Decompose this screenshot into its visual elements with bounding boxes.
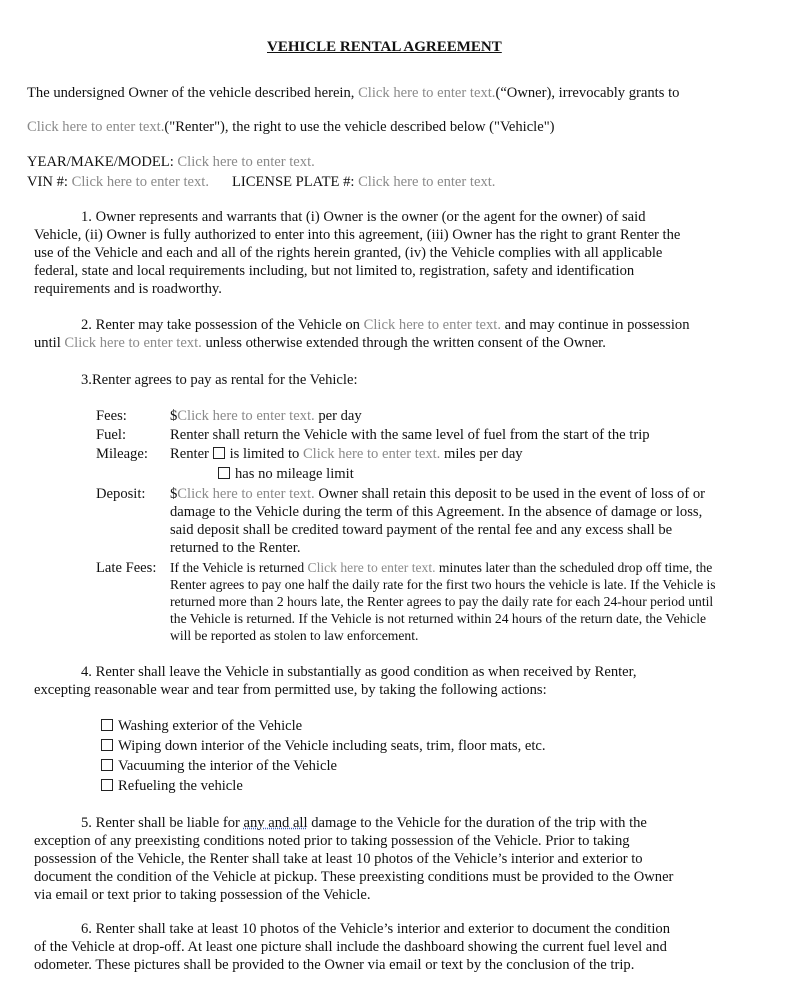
s1-line: Vehicle, (ii) Owner is fully authorized to enter into this agreement, (iii) Owner has the right to grant Renter the — [34, 227, 681, 243]
deposit-label: Deposit: — [96, 486, 146, 502]
s4-line-2: excepting reasonable wear and tear from permitted use, by taking the following actions: — [34, 682, 547, 698]
vacuuming-checkbox[interactable] — [101, 759, 113, 771]
mileage-label: Mileage: — [96, 446, 148, 462]
s5-underlined-text: any and all — [243, 815, 308, 831]
vin-line — [27, 173, 209, 191]
fuel-label: Fuel: — [96, 427, 126, 443]
late-line-1 — [170, 559, 712, 576]
mileage-none-line — [218, 465, 354, 483]
late-minutes-field[interactable]: Click here to enter text. — [307, 560, 436, 575]
action-item-vacuuming — [101, 757, 337, 775]
s5-line-2: exception of any preexisting conditions noted prior to taking possession of the Vehicle. Prior to taking — [34, 833, 630, 849]
action-label: Washing exterior of the Vehicle — [118, 718, 303, 734]
ymm-line — [27, 153, 315, 171]
deposit-line-2: damage to the Vehicle during the term of this Agreement. In the absence of damage or loss, — [170, 504, 703, 520]
s1-line: requirements and is roadworthy. — [34, 281, 222, 297]
s5-text: damage to the Vehicle for the duration of the trip with the — [311, 815, 647, 831]
action-label: Wiping down interior of the Vehicle including seats, trim, floor mats, etc. — [118, 738, 546, 754]
deposit-amount-field[interactable]: Click here to enter text. — [177, 486, 315, 502]
plate-field[interactable]: Click here to enter text. — [358, 174, 496, 190]
intro-text: The undersigned Owner of the vehicle described herein, — [27, 85, 355, 101]
no-mileage-limit-checkbox[interactable] — [218, 467, 230, 479]
dollar-sign: $ — [170, 486, 178, 502]
washing-checkbox[interactable] — [101, 719, 113, 731]
late-text: minutes later than the scheduled drop off time, the — [438, 560, 713, 575]
s2-text: and may continue in possession — [504, 317, 690, 333]
s3-intro: 3.Renter agrees to pay as rental for the Vehicle: — [81, 372, 358, 388]
late-line-4: the Vehicle is returned. If the Vehicle is not returned within 24 hours of the return date, the Vehicle — [170, 611, 707, 626]
mileage-none-text: has no mileage limit — [235, 466, 354, 482]
fees-value — [170, 407, 362, 425]
intro-line-2 — [27, 118, 555, 136]
s5-line-1 — [81, 814, 647, 832]
action-item-refueling — [101, 777, 243, 795]
action-label: Refueling the vehicle — [118, 778, 243, 794]
mileage-limited-text: is limited to — [229, 446, 300, 462]
return-date-field[interactable]: Click here to enter text. — [64, 335, 202, 351]
late-fees-label: Late Fees: — [96, 560, 157, 576]
wiping-checkbox[interactable] — [101, 739, 113, 751]
plate-label: LICENSE PLATE #: — [232, 174, 355, 190]
s5-line-5: via email or text prior to taking possession of the Vehicle. — [34, 887, 371, 903]
deposit-line-3: said deposit shall be credited toward payment of the rental fee and any excess shall be — [170, 522, 673, 538]
s4-line-1: 4. Renter shall leave the Vehicle in substantially as good condition as when received by Renter, — [81, 664, 637, 680]
s2-text: unless otherwise extended through the written consent of the Owner. — [205, 335, 606, 351]
dollar-sign: $ — [170, 408, 178, 424]
mileage-limit-field[interactable]: Click here to enter text. — [302, 446, 441, 462]
deposit-line-1 — [170, 485, 705, 503]
vin-label: VIN #: — [27, 174, 68, 190]
mileage-unit-text: miles per day — [443, 446, 523, 462]
intro-text: ("Renter"), the right to use the vehicle described below ("Vehicle") — [164, 119, 555, 135]
action-label: Vacuuming the interior of the Vehicle — [118, 758, 337, 774]
fuel-text: Renter shall return the Vehicle with the same level of fuel from the start of the trip — [170, 427, 650, 443]
pickup-date-field[interactable]: Click here to enter text. — [363, 317, 502, 333]
late-line-3: returned more than 2 hours late, the Renter agrees to pay the daily rate for each 24-hour period until — [170, 594, 714, 609]
ymm-label: YEAR/MAKE/MODEL: — [27, 154, 174, 170]
s1-line: federal, state and local requirements including, but not limited to, registration, safety and identification — [34, 263, 635, 279]
per-day-text: per day — [318, 408, 362, 424]
late-text: If the Vehicle is returned — [170, 560, 305, 575]
deposit-line-4: returned to the Renter. — [170, 540, 301, 556]
daily-rate-field[interactable]: Click here to enter text. — [177, 408, 315, 424]
fees-label: Fees: — [96, 408, 127, 424]
action-item-washing — [101, 717, 302, 735]
s5-text: 5. Renter shall be liable for — [81, 815, 240, 831]
s5-line-4: document the condition of the Vehicle at pickup. These preexisting conditions must be provided to the Owner — [34, 869, 674, 885]
late-line-2: Renter agrees to pay one half the daily rate for the first two hours the vehicle is late. If the Vehicle is — [170, 577, 716, 592]
mileage-renter-text: Renter — [170, 446, 209, 462]
intro-text: (“Owner), irrevocably grants to — [495, 85, 680, 101]
s2-text: 2. Renter may take possession of the Vehicle on — [81, 317, 360, 333]
s1-line: 1. Owner represents and warrants that (i) Owner is the owner (or the agent for the owner) of said — [81, 209, 646, 225]
deposit-text: Owner shall retain this deposit to be used in the event of loss of or — [318, 486, 705, 502]
s6-line: odometer. These pictures shall be provided to the Owner via email or text by the conclusion of the trip. — [34, 957, 635, 973]
ymm-field[interactable]: Click here to enter text. — [177, 154, 315, 170]
document-title: VEHICLE RENTAL AGREEMENT — [267, 39, 502, 55]
plate-line — [232, 173, 495, 191]
s2-line-1 — [81, 316, 690, 334]
s2-text: until — [34, 335, 61, 351]
owner-name-field[interactable]: Click here to enter text. — [358, 85, 496, 101]
vin-field[interactable]: Click here to enter text. — [71, 174, 209, 190]
s6-line: 6. Renter shall take at least 10 photos of the Vehicle’s interior and exterior to document the condition — [81, 921, 671, 937]
mileage-limited-line — [170, 445, 523, 463]
intro-line-1 — [27, 84, 679, 102]
refueling-checkbox[interactable] — [101, 779, 113, 791]
mileage-limited-checkbox[interactable] — [213, 447, 225, 459]
s5-line-3: possession of the Vehicle, the Renter shall take at least 10 photos of the Vehicle’s interior and exterior to — [34, 851, 643, 867]
action-item-wiping — [101, 737, 546, 755]
s2-line-2 — [34, 334, 606, 352]
renter-name-field[interactable]: Click here to enter text. — [27, 119, 165, 135]
s6-line: of the Vehicle at drop-off. At least one picture shall include the dashboard showing the current fuel level and — [34, 939, 667, 955]
late-line-5: will be reported as stolen to law enforcement. — [170, 628, 419, 643]
s1-line: use of the Vehicle and each and all of the rights herein granted, (iv) the Vehicle complies with all applicable — [34, 245, 663, 261]
